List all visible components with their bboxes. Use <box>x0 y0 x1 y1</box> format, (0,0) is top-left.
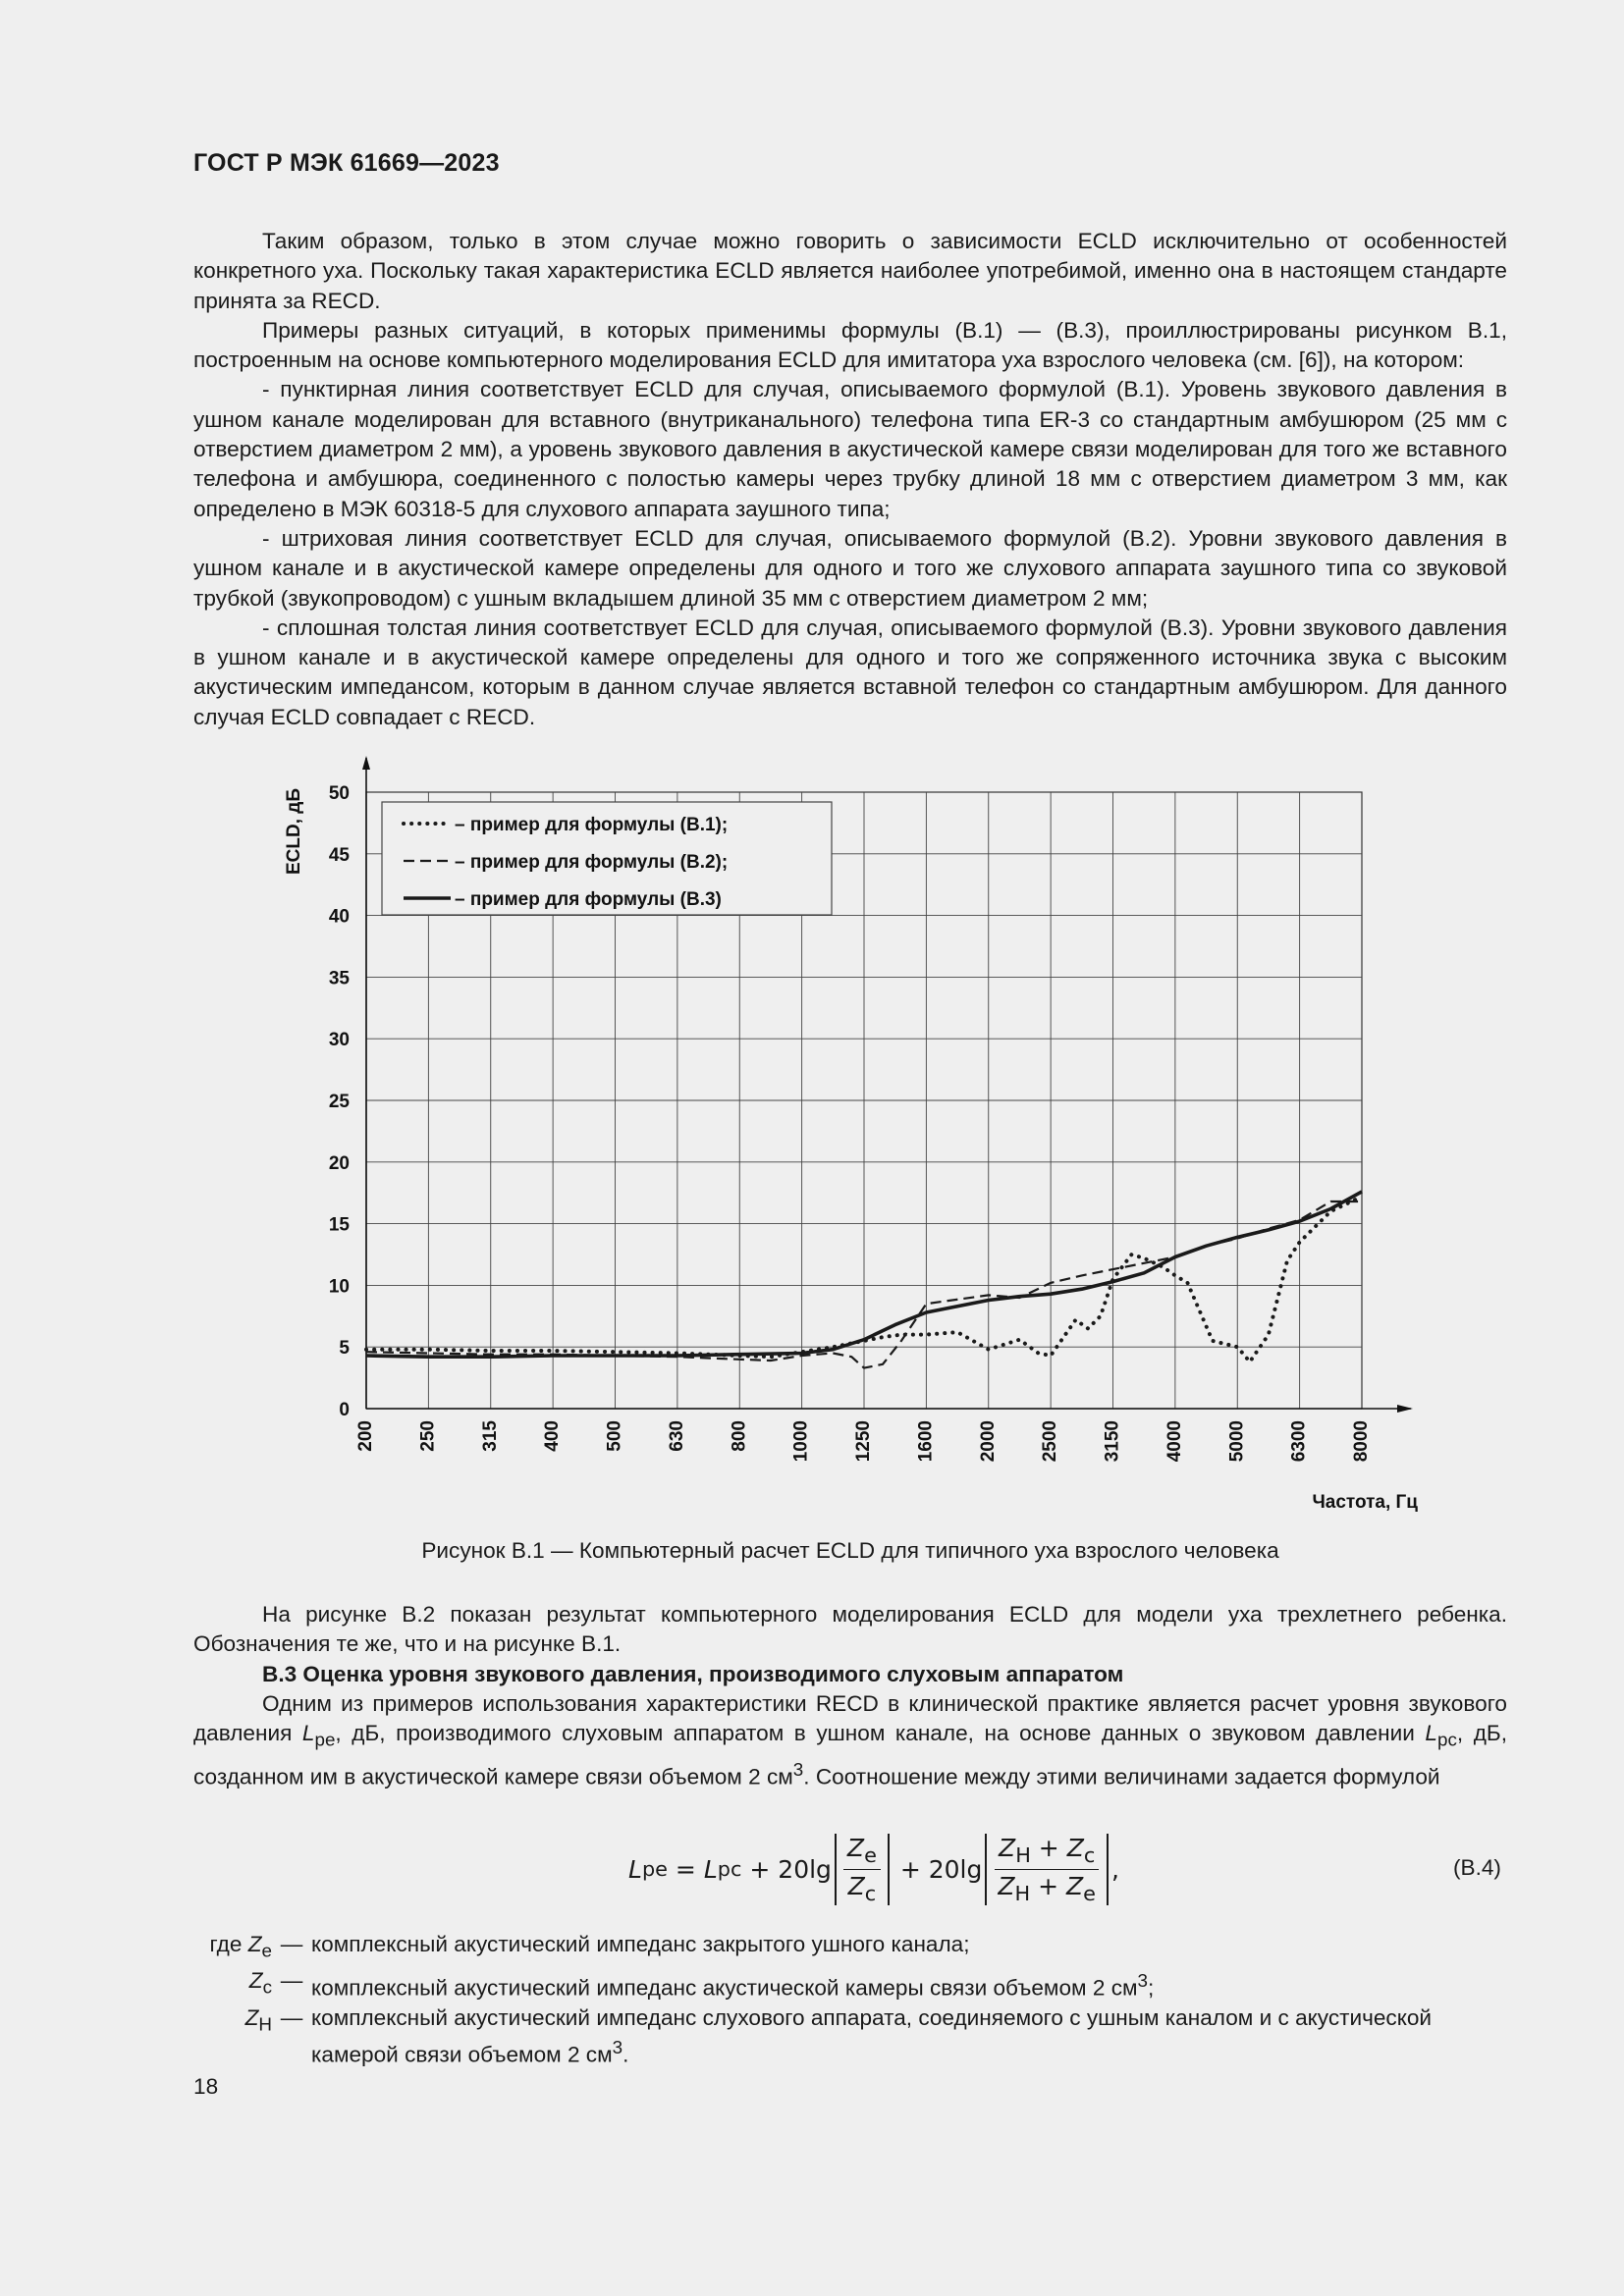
abs-fraction-2: $\frac{Z_H + Z_c}{Z_H + Z_e}$ <box>985 1834 1109 1905</box>
ecld-chart <box>265 748 1443 1523</box>
y-axis-arrow <box>362 756 370 770</box>
definition-row: $Z_H$ — комплексный акустический импеданс слухового аппарата, соединяемого с ушным каналом и с акустической камерой связи объемом 2 $см^3$. <box>244 2004 1433 2067</box>
x-axis-arrow <box>1397 1405 1413 1413</box>
x-tick-label: 630 <box>666 1420 687 1452</box>
section-title: В.3 Оценка уровня звукового давления, производимого слуховым аппаратом <box>262 1661 1124 1686</box>
x-tick-label: 4000 <box>1164 1420 1185 1463</box>
abs-fraction-1: $\frac{Z_e}{Z_c}$ <box>835 1834 890 1905</box>
y-tick-label: 5 <box>339 1338 350 1360</box>
legend-label: – пример для формулы (В.3) <box>455 889 722 910</box>
paragraph: На рисунке В.2 показан результат компьютерного моделирования ECLD для модели уха трехлетнего ребенка. Обозначения те же, что и на рисунке В.1. <box>193 1602 1507 1657</box>
x-tick-label: 2000 <box>977 1420 999 1463</box>
paragraph: Одним из примеров использования характеристики RECD в клинической практике является расчет уровня звукового давления $L_{pe}$, дБ, производимого слуховым аппаратом в ушном канале, на основе данных о звуковом давлении $L_{pc}$, дБ, созданном им в акустической камере связи объемом 2 $см^3$. Соотношение между этими величинами задается формулой <box>193 1690 1508 1789</box>
figure-caption: Рисунок В.1 — Компьютерный расчет ECLD для типичного уха взрослого человека <box>421 1538 1279 1563</box>
legend-label: – пример для формулы (В.1); <box>455 815 729 835</box>
x-tick-label: 200 <box>355 1420 377 1452</box>
paragraph: Примеры разных ситуаций, в которых применимы формулы (В.1) — (В.3), проиллюстрированы рисунком В.1, построенным на основе компьютерного моделирования ECLD для имитатора уха взрослого человека (см. [6]), на котором: <box>193 317 1507 373</box>
y-tick-label: 15 <box>328 1214 350 1236</box>
y-tick-label: 50 <box>328 783 350 804</box>
y-axis-label: ECLD, дБ <box>284 788 304 875</box>
paragraph: - сплошная толстая линия соответствует ECLD для случая, описываемого формулой (В.3). Уровни звукового давления в ушном канале и в акустической камере определены для одного и того же сопряженного источника звука с высоким акустическим импедансом, которым в данном случае является вставной телефон со стандартным амбушюром. Для данного случая ECLD совпадает с RECD. <box>193 614 1507 729</box>
x-tick-label: 500 <box>604 1420 625 1452</box>
formula-b4: L pe = L pc + 20lg $\frac{Z_e}{Z_c}$ + 20lg $\frac{Z_H + Z_c}{Z_H + Z_e}$ , <box>628 1833 1119 1905</box>
legend-label: – пример для формулы (В.2); <box>455 852 729 873</box>
definition-row: $Z_c$ — комплексный акустический импеданс акустической камеры связи объемом 2 $см^3$; <box>248 1967 1155 2001</box>
x-tick-label: 6300 <box>1288 1420 1310 1463</box>
y-tick-label: 10 <box>328 1276 350 1298</box>
y-tick-label: 40 <box>328 906 350 928</box>
x-tick-label: 2500 <box>1040 1420 1061 1463</box>
page-header: ГОСТ Р МЭК 61669—2023 <box>193 149 500 177</box>
definition-row: где $Z_e$ — комплексный акустический импеданс закрытого ушного канала; <box>209 1932 970 1961</box>
x-tick-label: 1600 <box>915 1420 937 1463</box>
x-tick-label: 1000 <box>790 1420 812 1463</box>
page-number: 18 <box>193 2074 219 2099</box>
paragraph: - пунктирная линия соответствует ECLD для случая, описываемого формулой (В.1). Уровень звукового давления в ушном канале моделирован для вставного (внутриканального) телефона типа ER-3 со стандартным амбушюром (25 мм с отверстием диаметром 2 мм), а уровень звукового давления в акустической камере связи моделирован для того же вставного телефона и амбушюра, соединенного с полостью камеры через трубку длиной 18 мм с отверстием диаметром 3 мм, как определено в МЭК 60318-5 для слухового аппарата заушного типа; <box>193 377 1507 521</box>
formula-number: (В.4) <box>1453 1855 1501 1880</box>
body-text-top <box>193 227 1507 732</box>
y-tick-label: 20 <box>328 1152 350 1174</box>
paragraph: Таким образом, только в этом случае можно говорить о зависимости ECLD исключительно от особенностей конкретного уха. Поскольку такая характеристика ECLD является наиболее употребимой, именно она в настоящем стандарте принята за RECD. <box>193 229 1507 313</box>
y-tick-label: 0 <box>339 1400 350 1420</box>
x-axis-label: Частота, Гц <box>1312 1492 1418 1513</box>
x-tick-label: 800 <box>729 1420 750 1452</box>
y-tick-label: 35 <box>328 968 350 989</box>
y-tick-label: 45 <box>328 844 350 866</box>
x-tick-label: 8000 <box>1351 1420 1373 1463</box>
y-tick-label: 25 <box>328 1092 350 1112</box>
body-text-bottom <box>193 1600 1507 1792</box>
x-tick-label: 400 <box>542 1420 564 1452</box>
symbol-definitions <box>193 1930 1507 2070</box>
x-tick-label: 1250 <box>853 1420 875 1463</box>
x-tick-label: 315 <box>479 1420 501 1452</box>
x-tick-label: 250 <box>417 1420 439 1452</box>
x-tick-label: 5000 <box>1226 1420 1248 1463</box>
x-tick-label: 3150 <box>1102 1420 1123 1463</box>
paragraph: - штриховая линия соответствует ECLD для случая, описываемого формулой (В.2). Уровни звукового давления в ушном канале и в акустической камере определены для одного и того же слухового аппарата заушного типа со звуковой трубкой (звукопроводом) с ушным вкладышем длиной 35 мм с отверстием диаметром 2 мм; <box>193 525 1507 611</box>
y-tick-label: 30 <box>328 1030 350 1051</box>
